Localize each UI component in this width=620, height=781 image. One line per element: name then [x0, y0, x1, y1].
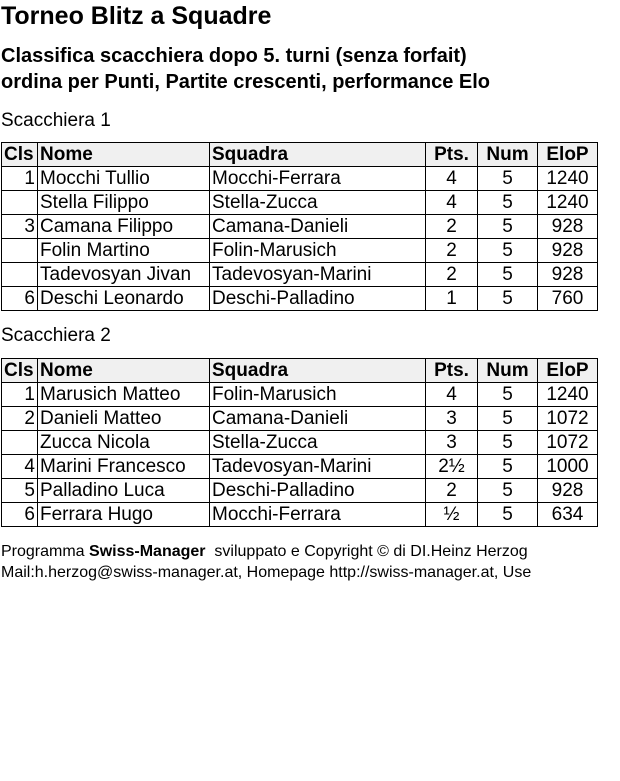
- board-1-rows: [2, 167, 598, 311]
- cell-elop: 928: [538, 239, 598, 263]
- cell-num: 5: [478, 263, 538, 287]
- cell-num: 5: [478, 479, 538, 503]
- cell-pts: 2: [426, 239, 478, 263]
- table-row: [2, 431, 598, 455]
- cell-num: 5: [478, 431, 538, 455]
- table-header-row: [2, 359, 598, 383]
- table-row: [2, 215, 598, 239]
- cell-cls: 6: [2, 503, 38, 527]
- cell-elop: 1240: [538, 383, 598, 407]
- cell-squadra: Mocchi-Ferrara: [210, 503, 426, 527]
- table-row: [2, 263, 598, 287]
- cell-squadra: Stella-Zucca: [210, 191, 426, 215]
- cell-num: 5: [478, 167, 538, 191]
- table-row: [2, 383, 598, 407]
- footer: [1, 541, 531, 583]
- cell-cls: 1: [2, 383, 38, 407]
- cell-pts: 3: [426, 407, 478, 431]
- page-subtitle: [1, 43, 490, 95]
- board-2-label: Scacchiera 2: [1, 325, 111, 346]
- footer-line-1: [1, 541, 531, 562]
- cell-cls: [2, 263, 38, 287]
- cell-squadra: Tadevosyan-Marini: [210, 263, 426, 287]
- cell-num: 5: [478, 503, 538, 527]
- table-row: [2, 479, 598, 503]
- cell-cls: 3: [2, 215, 38, 239]
- cell-pts: 2½: [426, 455, 478, 479]
- cell-nome: Danieli Matteo: [38, 407, 210, 431]
- subtitle-line-1: Classifica scacchiera dopo 5. turni (senza forfait): [1, 45, 467, 67]
- cell-cls: 6: [2, 287, 38, 311]
- program-name: Swiss-Manager: [89, 543, 206, 560]
- cell-elop: 1072: [538, 431, 598, 455]
- cell-num: 5: [478, 455, 538, 479]
- cell-elop: 634: [538, 503, 598, 527]
- cell-cls: 4: [2, 455, 38, 479]
- table-row: [2, 167, 598, 191]
- col-header-cls: Cls: [2, 359, 38, 383]
- col-header-squadra: Squadra: [210, 359, 426, 383]
- col-header-nome: Nome: [38, 359, 210, 383]
- board-1-standings-table: [1, 142, 598, 311]
- cell-cls: 2: [2, 407, 38, 431]
- subtitle-line-2: ordina per Punti, Partite crescenti, performance Elo: [1, 71, 491, 93]
- cell-squadra: Camana-Danieli: [210, 407, 426, 431]
- board-2-rows: [2, 383, 598, 527]
- board-1-label: Scacchiera 1: [1, 110, 111, 131]
- table-row: [2, 287, 598, 311]
- cell-squadra: Stella-Zucca: [210, 431, 426, 455]
- cell-nome: Marusich Matteo: [38, 383, 210, 407]
- cell-pts: 4: [426, 191, 478, 215]
- col-header-pts: Pts.: [426, 359, 478, 383]
- table-row: [2, 239, 598, 263]
- table-row: [2, 455, 598, 479]
- cell-num: 5: [478, 215, 538, 239]
- cell-squadra: Folin-Marusich: [210, 383, 426, 407]
- cell-squadra: Deschi-Palladino: [210, 287, 426, 311]
- cell-elop: 928: [538, 263, 598, 287]
- cell-num: 5: [478, 239, 538, 263]
- cell-num: 5: [478, 383, 538, 407]
- col-header-pts: Pts.: [426, 143, 478, 167]
- cell-nome: Zucca Nicola: [38, 431, 210, 455]
- cell-pts: 4: [426, 167, 478, 191]
- col-header-num: Num: [478, 143, 538, 167]
- cell-squadra: Camana-Danieli: [210, 215, 426, 239]
- cell-num: 5: [478, 407, 538, 431]
- cell-cls: 5: [2, 479, 38, 503]
- table-row: [2, 407, 598, 431]
- table-row: [2, 191, 598, 215]
- table-row: [2, 503, 598, 527]
- cell-nome: Stella Filippo: [38, 191, 210, 215]
- col-header-elop: EloP: [538, 143, 598, 167]
- cell-elop: 1240: [538, 167, 598, 191]
- table-header-row: [2, 143, 598, 167]
- cell-pts: 1: [426, 287, 478, 311]
- cell-squadra: Deschi-Palladino: [210, 479, 426, 503]
- cell-squadra: Mocchi-Ferrara: [210, 167, 426, 191]
- col-header-elop: EloP: [538, 359, 598, 383]
- cell-elop: 928: [538, 215, 598, 239]
- cell-num: 5: [478, 191, 538, 215]
- cell-pts: 2: [426, 263, 478, 287]
- footer-copyright: sviluppato e Copyright © di DI.Heinz Herzog: [205, 543, 528, 560]
- cell-pts: ½: [426, 503, 478, 527]
- cell-nome: Ferrara Hugo: [38, 503, 210, 527]
- col-header-cls: Cls: [2, 143, 38, 167]
- col-header-nome: Nome: [38, 143, 210, 167]
- cell-elop: 1240: [538, 191, 598, 215]
- page-title: Torneo Blitz a Squadre: [1, 2, 272, 30]
- cell-nome: Palladino Luca: [38, 479, 210, 503]
- cell-nome: Deschi Leonardo: [38, 287, 210, 311]
- cell-cls: [2, 431, 38, 455]
- board-2-standings-table: [1, 358, 598, 527]
- cell-squadra: Tadevosyan-Marini: [210, 455, 426, 479]
- col-header-squadra: Squadra: [210, 143, 426, 167]
- cell-cls: [2, 239, 38, 263]
- cell-pts: 3: [426, 431, 478, 455]
- cell-nome: Tadevosyan Jivan: [38, 263, 210, 287]
- cell-nome: Mocchi Tullio: [38, 167, 210, 191]
- footer-line-2: Mail:h.herzog@swiss-manager.at, Homepage http://swiss-manager.at, Use: [1, 564, 532, 581]
- cell-nome: Marini Francesco: [38, 455, 210, 479]
- cell-elop: 928: [538, 479, 598, 503]
- cell-elop: 760: [538, 287, 598, 311]
- cell-elop: 1000: [538, 455, 598, 479]
- cell-num: 5: [478, 287, 538, 311]
- cell-pts: 2: [426, 215, 478, 239]
- cell-nome: Camana Filippo: [38, 215, 210, 239]
- cell-squadra: Folin-Marusich: [210, 239, 426, 263]
- cell-nome: Folin Martino: [38, 239, 210, 263]
- cell-pts: 2: [426, 479, 478, 503]
- col-header-num: Num: [478, 359, 538, 383]
- cell-cls: [2, 191, 38, 215]
- cell-cls: 1: [2, 167, 38, 191]
- cell-pts: 4: [426, 383, 478, 407]
- cell-elop: 1072: [538, 407, 598, 431]
- footer-prefix: Programma: [1, 543, 90, 560]
